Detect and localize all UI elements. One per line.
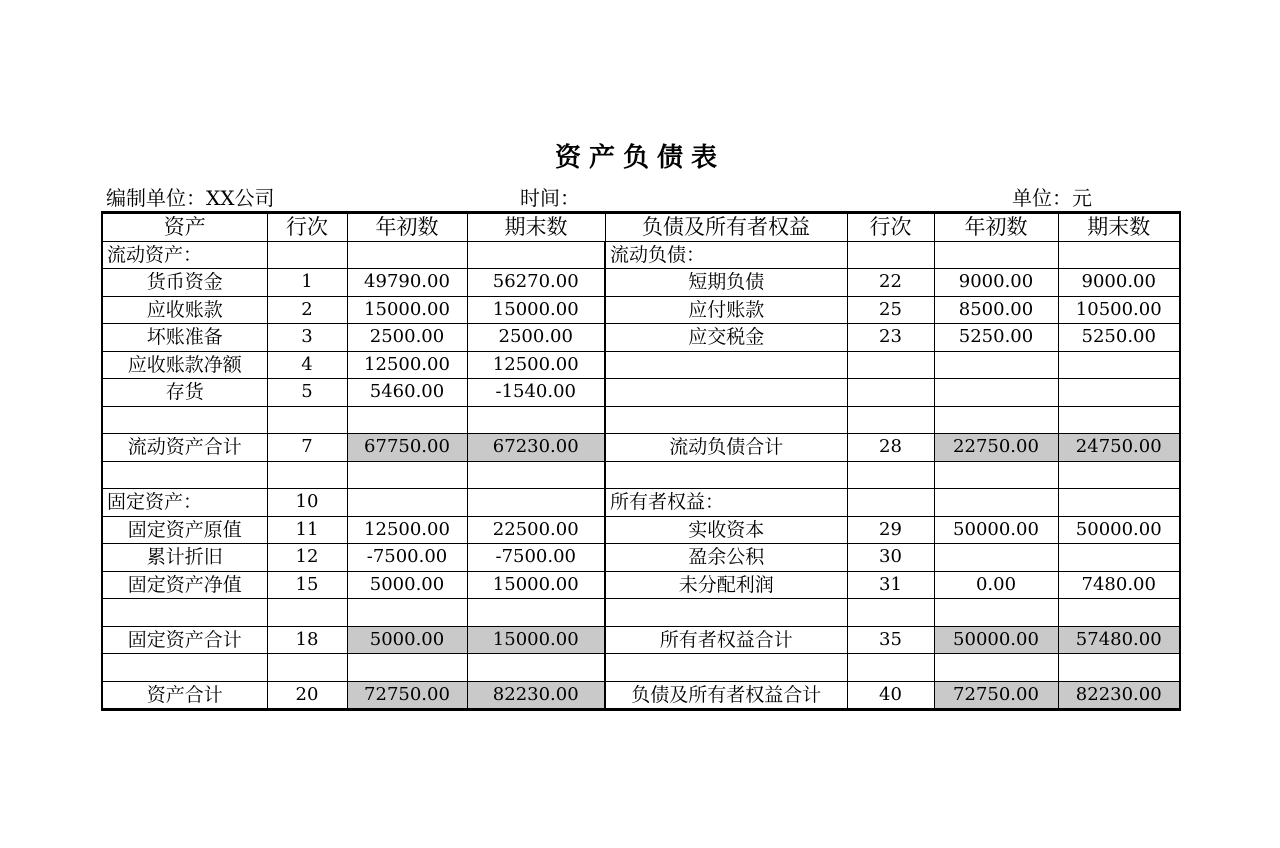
liability-item[interactable]: 所有者权益： bbox=[605, 489, 847, 517]
liability-end-value[interactable] bbox=[1058, 406, 1180, 434]
liability-begin-value[interactable] bbox=[934, 489, 1058, 517]
liability-end-value[interactable]: 7480.00 bbox=[1058, 571, 1180, 599]
asset-line-no[interactable]: 1 bbox=[267, 269, 347, 297]
liability-begin-value[interactable] bbox=[934, 461, 1058, 489]
asset-item[interactable] bbox=[102, 406, 267, 434]
table-row bbox=[102, 461, 1180, 489]
header-asset: 资产 bbox=[102, 213, 267, 242]
header-asset-line: 行次 bbox=[267, 213, 347, 242]
liability-item[interactable]: 应交税金 bbox=[605, 324, 847, 352]
asset-begin-value[interactable]: 5460.00 bbox=[347, 379, 467, 407]
liability-item[interactable]: 流动负债合计 bbox=[605, 434, 847, 462]
liability-end-value[interactable] bbox=[1058, 599, 1180, 627]
table-row bbox=[102, 681, 1180, 710]
table-row bbox=[102, 351, 1180, 379]
asset-end-value[interactable] bbox=[467, 654, 605, 682]
liability-item[interactable]: 盈余公积 bbox=[605, 544, 847, 572]
asset-end-value[interactable]: 12500.00 bbox=[467, 351, 605, 379]
asset-item[interactable]: 资产合计 bbox=[102, 681, 267, 710]
asset-item[interactable] bbox=[102, 599, 267, 627]
asset-begin-value[interactable] bbox=[347, 654, 467, 682]
table-row bbox=[102, 324, 1180, 352]
table-row bbox=[102, 544, 1180, 572]
liability-begin-value[interactable]: 8500.00 bbox=[934, 296, 1058, 324]
asset-end-value[interactable]: -7500.00 bbox=[467, 544, 605, 572]
table-row bbox=[102, 379, 1180, 407]
liability-line-no[interactable] bbox=[847, 406, 934, 434]
asset-end-value[interactable]: -1540.00 bbox=[467, 379, 605, 407]
liability-end-value[interactable] bbox=[1058, 379, 1180, 407]
org-label: 编制单位：XX公司 bbox=[106, 186, 275, 210]
asset-end-value[interactable]: 82230.00 bbox=[467, 681, 605, 710]
asset-line-no[interactable] bbox=[267, 654, 347, 682]
asset-begin-value[interactable] bbox=[347, 599, 467, 627]
asset-line-no[interactable] bbox=[267, 461, 347, 489]
asset-item[interactable]: 累计折旧 bbox=[102, 544, 267, 572]
liability-begin-value[interactable] bbox=[934, 406, 1058, 434]
table-row bbox=[102, 241, 1180, 269]
liability-line-no[interactable]: 35 bbox=[847, 626, 934, 654]
liability-end-value[interactable]: 24750.00 bbox=[1058, 434, 1180, 462]
asset-line-no[interactable]: 2 bbox=[267, 296, 347, 324]
asset-item[interactable]: 应收账款净额 bbox=[102, 351, 267, 379]
liability-begin-value[interactable]: 5250.00 bbox=[934, 324, 1058, 352]
asset-end-value[interactable]: 22500.00 bbox=[467, 516, 605, 544]
liability-begin-value[interactable]: 50000.00 bbox=[934, 626, 1058, 654]
asset-end-value[interactable] bbox=[467, 599, 605, 627]
table-row bbox=[102, 571, 1180, 599]
liability-end-value[interactable] bbox=[1058, 654, 1180, 682]
liability-begin-value[interactable]: 0.00 bbox=[934, 571, 1058, 599]
asset-item[interactable]: 流动资产： bbox=[102, 241, 267, 269]
liability-end-value[interactable] bbox=[1058, 241, 1180, 269]
header-asset-begin: 年初数 bbox=[347, 213, 467, 242]
header-liability: 负债及所有者权益 bbox=[605, 213, 847, 242]
asset-begin-value[interactable]: 49790.00 bbox=[347, 269, 467, 297]
asset-end-value[interactable]: 15000.00 bbox=[467, 571, 605, 599]
table-row bbox=[102, 406, 1180, 434]
liability-line-no[interactable]: 28 bbox=[847, 434, 934, 462]
asset-begin-value[interactable] bbox=[347, 241, 467, 269]
table-row bbox=[102, 489, 1180, 517]
liability-begin-value[interactable]: 22750.00 bbox=[934, 434, 1058, 462]
liability-item[interactable] bbox=[605, 461, 847, 489]
liability-begin-value[interactable]: 50000.00 bbox=[934, 516, 1058, 544]
liability-end-value[interactable]: 9000.00 bbox=[1058, 269, 1180, 297]
asset-line-no[interactable]: 12 bbox=[267, 544, 347, 572]
liability-end-value[interactable] bbox=[1058, 351, 1180, 379]
unit-label: 单位：元 bbox=[1012, 186, 1092, 210]
liability-line-no[interactable]: 22 bbox=[847, 269, 934, 297]
table-row bbox=[102, 296, 1180, 324]
asset-line-no[interactable]: 5 bbox=[267, 379, 347, 407]
asset-begin-value[interactable]: 67750.00 bbox=[347, 434, 467, 462]
asset-item[interactable]: 固定资产合计 bbox=[102, 626, 267, 654]
liability-line-no[interactable] bbox=[847, 461, 934, 489]
asset-end-value[interactable]: 15000.00 bbox=[467, 626, 605, 654]
asset-line-no[interactable] bbox=[267, 406, 347, 434]
header-asset-end: 期末数 bbox=[467, 213, 605, 242]
liability-line-no[interactable] bbox=[847, 599, 934, 627]
asset-begin-value[interactable] bbox=[347, 406, 467, 434]
asset-item[interactable]: 存货 bbox=[102, 379, 267, 407]
liability-begin-value[interactable]: 72750.00 bbox=[934, 681, 1058, 710]
liability-item[interactable]: 短期负债 bbox=[605, 269, 847, 297]
liability-line-no[interactable]: 23 bbox=[847, 324, 934, 352]
asset-end-value[interactable] bbox=[467, 406, 605, 434]
table-row bbox=[102, 434, 1180, 462]
liability-line-no[interactable] bbox=[847, 654, 934, 682]
liability-item[interactable] bbox=[605, 351, 847, 379]
header-liability-line: 行次 bbox=[847, 213, 934, 242]
sheet-title: 资产负债表 bbox=[554, 143, 725, 173]
liability-item[interactable] bbox=[605, 379, 847, 407]
liability-end-value[interactable] bbox=[1058, 544, 1180, 572]
asset-item[interactable] bbox=[102, 654, 267, 682]
asset-line-no[interactable]: 3 bbox=[267, 324, 347, 352]
asset-item[interactable]: 流动资产合计 bbox=[102, 434, 267, 462]
asset-end-value[interactable]: 2500.00 bbox=[467, 324, 605, 352]
table-row bbox=[102, 516, 1180, 544]
asset-end-value[interactable]: 15000.00 bbox=[467, 296, 605, 324]
asset-line-no[interactable]: 4 bbox=[267, 351, 347, 379]
asset-end-value[interactable] bbox=[467, 489, 605, 517]
asset-end-value[interactable] bbox=[467, 461, 605, 489]
liability-end-value[interactable]: 10500.00 bbox=[1058, 296, 1180, 324]
asset-line-no[interactable]: 20 bbox=[267, 681, 347, 710]
asset-begin-value[interactable]: 12500.00 bbox=[347, 351, 467, 379]
liability-begin-value[interactable] bbox=[934, 654, 1058, 682]
asset-end-value[interactable]: 56270.00 bbox=[467, 269, 605, 297]
liability-end-value[interactable]: 57480.00 bbox=[1058, 626, 1180, 654]
asset-line-no[interactable]: 7 bbox=[267, 434, 347, 462]
liability-begin-value[interactable] bbox=[934, 599, 1058, 627]
asset-end-value[interactable]: 67230.00 bbox=[467, 434, 605, 462]
asset-begin-value[interactable]: -7500.00 bbox=[347, 544, 467, 572]
time-label: 时间： bbox=[520, 186, 580, 210]
liability-line-no[interactable] bbox=[847, 379, 934, 407]
table-row bbox=[102, 626, 1180, 654]
asset-line-no[interactable]: 11 bbox=[267, 516, 347, 544]
asset-begin-value[interactable]: 2500.00 bbox=[347, 324, 467, 352]
asset-item[interactable] bbox=[102, 461, 267, 489]
liability-begin-value[interactable] bbox=[934, 351, 1058, 379]
liability-item[interactable]: 未分配利润 bbox=[605, 571, 847, 599]
asset-item[interactable]: 固定资产原值 bbox=[102, 516, 267, 544]
liability-line-no[interactable] bbox=[847, 241, 934, 269]
liability-item[interactable]: 实收资本 bbox=[605, 516, 847, 544]
liability-end-value[interactable]: 50000.00 bbox=[1058, 516, 1180, 544]
table-row bbox=[102, 269, 1180, 297]
liability-line-no[interactable]: 40 bbox=[847, 681, 934, 710]
liability-end-value[interactable] bbox=[1058, 489, 1180, 517]
liability-begin-value[interactable] bbox=[934, 379, 1058, 407]
asset-begin-value[interactable]: 5000.00 bbox=[347, 626, 467, 654]
asset-begin-value[interactable]: 72750.00 bbox=[347, 681, 467, 710]
table-row bbox=[102, 654, 1180, 682]
asset-item[interactable]: 固定资产： bbox=[102, 489, 267, 517]
asset-item[interactable]: 坏账准备 bbox=[102, 324, 267, 352]
liability-begin-value[interactable] bbox=[934, 241, 1058, 269]
liability-begin-value[interactable] bbox=[934, 544, 1058, 572]
asset-line-no[interactable]: 10 bbox=[267, 489, 347, 517]
asset-item[interactable]: 应收账款 bbox=[102, 296, 267, 324]
liability-item[interactable] bbox=[605, 406, 847, 434]
asset-begin-value[interactable] bbox=[347, 461, 467, 489]
liability-item[interactable]: 负债及所有者权益合计 bbox=[605, 681, 847, 710]
header-liability-begin: 年初数 bbox=[934, 213, 1058, 242]
asset-end-value[interactable] bbox=[467, 241, 605, 269]
asset-item[interactable]: 货币资金 bbox=[102, 269, 267, 297]
table-row bbox=[102, 599, 1180, 627]
asset-begin-value[interactable] bbox=[347, 489, 467, 517]
liability-line-no[interactable]: 25 bbox=[847, 296, 934, 324]
liability-end-value[interactable]: 5250.00 bbox=[1058, 324, 1180, 352]
liability-line-no[interactable] bbox=[847, 351, 934, 379]
header-liability-end: 期末数 bbox=[1058, 213, 1180, 242]
liability-end-value[interactable]: 82230.00 bbox=[1058, 681, 1180, 710]
asset-begin-value[interactable]: 12500.00 bbox=[347, 516, 467, 544]
liability-line-no[interactable] bbox=[847, 489, 934, 517]
liability-item[interactable] bbox=[605, 654, 847, 682]
liability-line-no[interactable]: 31 bbox=[847, 571, 934, 599]
liability-begin-value[interactable]: 9000.00 bbox=[934, 269, 1058, 297]
asset-line-no[interactable] bbox=[267, 599, 347, 627]
asset-item[interactable]: 固定资产净值 bbox=[102, 571, 267, 599]
asset-line-no[interactable]: 18 bbox=[267, 626, 347, 654]
liability-end-value[interactable] bbox=[1058, 461, 1180, 489]
asset-line-no[interactable]: 15 bbox=[267, 571, 347, 599]
asset-begin-value[interactable]: 15000.00 bbox=[347, 296, 467, 324]
liability-item[interactable]: 应付账款 bbox=[605, 296, 847, 324]
liability-item[interactable]: 流动负债： bbox=[605, 241, 847, 269]
header-row bbox=[102, 213, 1180, 242]
liability-item[interactable] bbox=[605, 599, 847, 627]
asset-begin-value[interactable]: 5000.00 bbox=[347, 571, 467, 599]
asset-line-no[interactable] bbox=[267, 241, 347, 269]
liability-line-no[interactable]: 30 bbox=[847, 544, 934, 572]
balance-sheet-table bbox=[101, 211, 1181, 711]
liability-item[interactable]: 所有者权益合计 bbox=[605, 626, 847, 654]
liability-line-no[interactable]: 29 bbox=[847, 516, 934, 544]
